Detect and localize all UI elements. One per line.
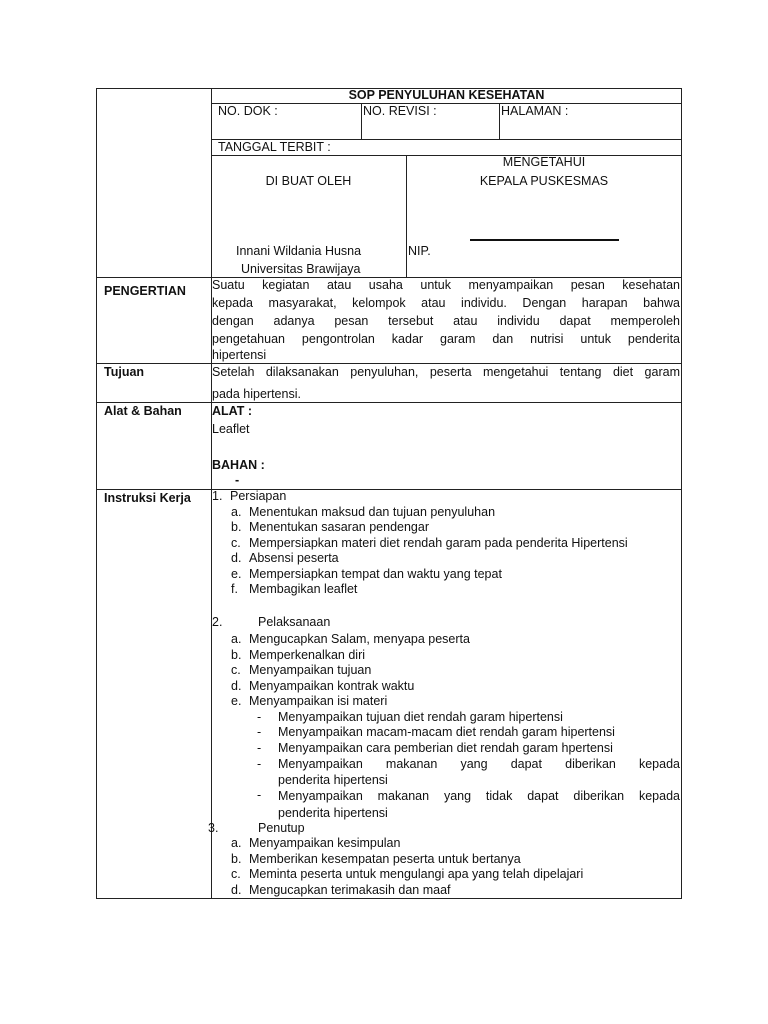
sub-item-dash: - (257, 788, 262, 802)
pengertian-line-3: dengan adanya pesan tersebut atau individu dapat memperoleh (212, 314, 680, 328)
title-row-divider (211, 103, 682, 104)
alat-bottom-divider (96, 489, 682, 490)
doc-col-divider-2 (499, 103, 500, 139)
tujuan-line-2: pada hipertensi. (212, 387, 301, 401)
sub-item: Menyampaikan cara pemberian diet rendah garam hpertensi (278, 741, 613, 755)
list-item: b. Menentukan sasaran pendengar (231, 520, 429, 534)
penutup-title: Penutup (258, 821, 305, 835)
list-item: f. Membagikan leaflet (231, 582, 358, 596)
sub-item: Menyampaikan makanan yang dapat diberikan kepada (278, 757, 680, 771)
tanggal-terbit-label: TANGGAL TERBIT : (218, 140, 331, 154)
list-item: a. Menentukan maksud dan tujuan penyuluhan (231, 505, 496, 519)
sub-item-dash: - (257, 757, 262, 771)
persiapan-number: 1. (212, 489, 223, 503)
doc-col-divider-1 (361, 103, 362, 139)
tujuan-line-1: Setelah dilaksanakan penyuluhan, peserta mengetahui tentang diet garam (212, 365, 680, 379)
sub-item-dash: - (257, 710, 262, 724)
tujuan-label: Tujuan (104, 365, 145, 379)
table-border-left (96, 88, 97, 899)
kepala-puskesmas-label: KEPALA PUSKESMAS (479, 174, 609, 188)
list-item: d. Absensi peserta (231, 551, 339, 565)
sub-item: Menyampaikan makanan yang tidak dapat diberikan kepada (278, 789, 680, 803)
pelaksanaan-title: Pelaksanaan (258, 615, 331, 629)
bahan-item: - (235, 473, 240, 487)
no-revisi-label: NO. REVISI : (363, 104, 437, 118)
alat-item: Leaflet (212, 422, 250, 436)
pengertian-line-2: kepada masyarakat, kelompok atau individu. Dengan harapan bahwa (212, 296, 680, 310)
document-title: SOP PENYULUHAN KESEHATAN (348, 88, 545, 102)
list-item: d. Mengucapkan terimakasih dan maaf (231, 883, 451, 897)
list-item: b. Memberikan kesempatan peserta untuk bertanya (231, 852, 521, 866)
list-item: a. Menyampaikan kesimpulan (231, 836, 401, 850)
persiapan-heading (212, 489, 286, 505)
pengertian-line-5: hipertensi (212, 348, 267, 362)
list-item: c. Meminta peserta untuk mengulangi apa yang telah dipelajari (231, 867, 584, 881)
instruksi-kerja-label: Instruksi Kerja (104, 491, 191, 505)
sub-item: Menyampaikan tujuan diet rendah garam hipertensi (278, 710, 563, 724)
sub-item: Menyampaikan macam-macam diet rendah garam hipertensi (278, 725, 615, 739)
list-item: c. Menyampaikan tujuan (231, 663, 372, 677)
no-dok-label: NO. DOK : (218, 104, 278, 118)
sub-item-continuation: penderita hipertensi (278, 806, 388, 820)
bahan-heading: BAHAN : (212, 458, 265, 472)
alat-bahan-label: Alat & Bahan (104, 404, 182, 418)
halaman-label: HALAMAN : (501, 104, 569, 118)
sub-item-dash: - (257, 725, 262, 739)
pelaksanaan-heading (212, 615, 330, 631)
list-item: e. Mempersiapkan tempat dan waktu yang tepat (231, 567, 502, 581)
nip-label: NIP. (408, 244, 431, 258)
list-item: a. Mengucapkan Salam, menyapa peserta (231, 632, 470, 646)
pelaksanaan-number: 2. (212, 615, 223, 629)
table-border-right (681, 88, 682, 899)
signature-line (470, 239, 619, 241)
pengertian-line-4: pengetahuan pengontrolan kadar garam dan nutrisi untuk penderita (212, 332, 680, 346)
list-item: b. Memperkenalkan diri (231, 648, 366, 662)
persiapan-title: Persiapan (230, 489, 287, 503)
penutup-number: 3. (208, 821, 219, 835)
list-item: e. Menyampaikan isi materi (231, 694, 388, 708)
author-university: Universitas Brawijaya (241, 262, 361, 276)
mengetahui-label: MENGETAHUI (502, 155, 586, 169)
pengertian-line-1: Suatu kegiatan atau usaha untuk menyampaikan pesan kesehatan (212, 278, 680, 292)
sub-item-continuation: penderita hipertensi (278, 773, 388, 787)
tujuan-bottom-divider (96, 402, 682, 403)
list-item: d. Menyampaikan kontrak waktu (231, 679, 415, 693)
list-item: c. Mempersiapkan materi diet rendah garam pada penderita Hipertensi (231, 536, 628, 550)
author-name: Innani Wildania Husna (236, 244, 362, 258)
dibuat-oleh-label: DI BUAT OLEH (265, 174, 352, 188)
alat-heading: ALAT : (212, 404, 253, 418)
pengertian-label: PENGERTIAN (104, 284, 186, 298)
penutup-heading (208, 821, 305, 837)
sub-item-dash: - (257, 741, 262, 755)
